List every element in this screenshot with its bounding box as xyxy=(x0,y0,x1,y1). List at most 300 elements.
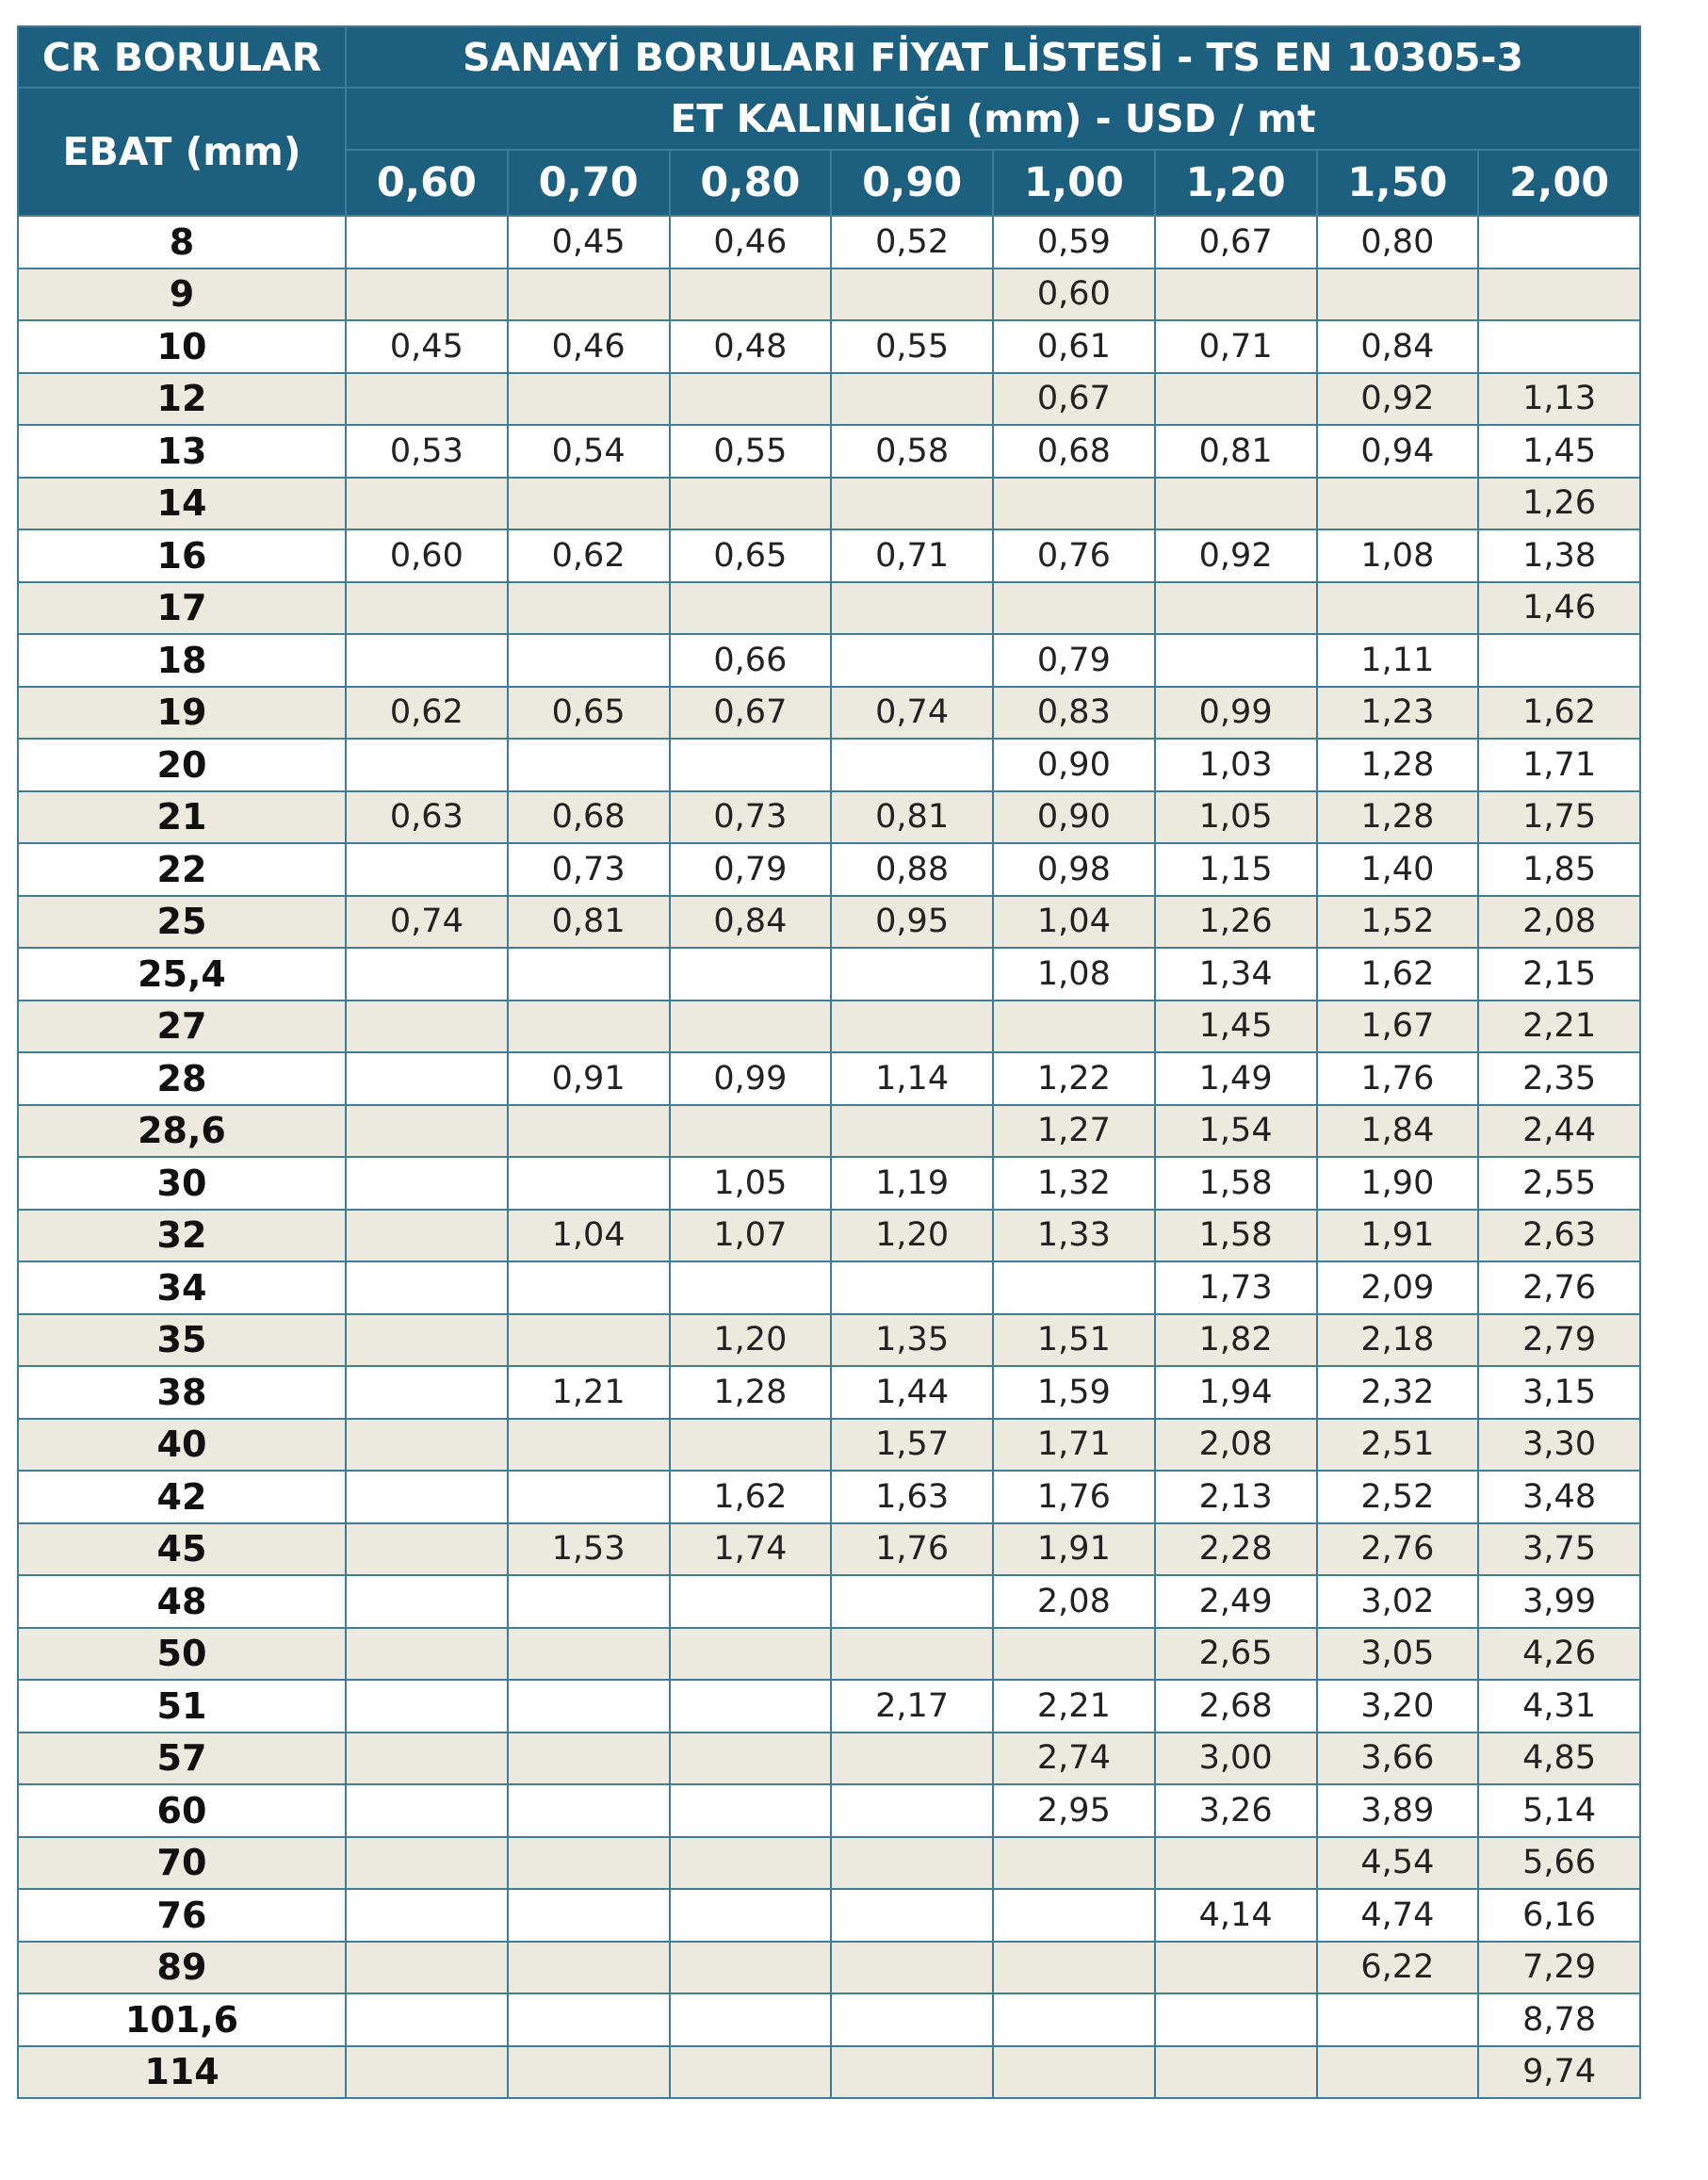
price-cell xyxy=(993,1001,1155,1053)
price-cell: 0,99 xyxy=(1155,687,1317,740)
price-cell: 1,51 xyxy=(993,1314,1155,1367)
price-cell xyxy=(831,268,993,321)
price-cell xyxy=(508,373,670,426)
price-cell xyxy=(1478,634,1640,687)
price-cell: 4,85 xyxy=(1478,1733,1640,1785)
size-cell: 9 xyxy=(18,268,346,321)
price-cell xyxy=(670,1680,832,1733)
price-cell: 3,02 xyxy=(1317,1575,1479,1628)
price-cell: 4,31 xyxy=(1478,1680,1640,1733)
price-cell: 3,99 xyxy=(1478,1575,1640,1628)
price-cell: 1,04 xyxy=(993,896,1155,949)
price-cell: 4,74 xyxy=(1317,1889,1479,1942)
price-cell: 0,55 xyxy=(670,425,832,478)
size-cell: 50 xyxy=(18,1628,346,1681)
price-cell xyxy=(670,1889,832,1942)
table-row xyxy=(18,1837,1640,1890)
price-cell: 1,57 xyxy=(831,1419,993,1472)
size-cell: 32 xyxy=(18,1210,346,1262)
price-cell xyxy=(670,268,832,321)
price-cell: 1,03 xyxy=(1155,739,1317,791)
price-cell xyxy=(346,1993,508,2046)
price-cell xyxy=(346,1784,508,1837)
price-cell: 2,28 xyxy=(1155,1523,1317,1576)
size-cell: 20 xyxy=(18,739,346,791)
price-cell xyxy=(346,1001,508,1053)
price-cell: 2,35 xyxy=(1478,1052,1640,1105)
price-cell: 3,89 xyxy=(1317,1784,1479,1837)
price-cell: 1,28 xyxy=(1317,739,1479,791)
price-cell: 1,08 xyxy=(993,948,1155,1001)
table-row xyxy=(18,478,1640,530)
price-cell: 1,19 xyxy=(831,1157,993,1210)
price-cell xyxy=(508,1889,670,1942)
price-cell: 1,44 xyxy=(831,1366,993,1419)
price-cell: 2,17 xyxy=(831,1680,993,1733)
price-cell: 1,85 xyxy=(1478,843,1640,896)
price-cell xyxy=(508,948,670,1001)
price-cell: 4,54 xyxy=(1317,1837,1479,1890)
price-cell xyxy=(831,948,993,1001)
price-cell: 0,95 xyxy=(831,896,993,949)
price-cell: 0,58 xyxy=(831,425,993,478)
price-cell xyxy=(346,1105,508,1158)
price-cell xyxy=(346,582,508,635)
price-cell xyxy=(346,739,508,791)
price-cell xyxy=(670,1105,832,1158)
table-row xyxy=(18,1210,1640,1262)
price-cell xyxy=(508,478,670,530)
size-cell: 13 xyxy=(18,425,346,478)
price-cell xyxy=(346,1942,508,1994)
price-cell: 0,88 xyxy=(831,843,993,896)
price-cell: 1,71 xyxy=(993,1419,1155,1472)
price-cell: 0,92 xyxy=(1155,529,1317,582)
price-cell: 1,33 xyxy=(993,1210,1155,1262)
price-cell: 0,54 xyxy=(508,425,670,478)
price-cell xyxy=(508,1419,670,1472)
price-cell xyxy=(508,1784,670,1837)
price-cell xyxy=(670,1575,832,1628)
price-cell xyxy=(508,1993,670,2046)
price-cell xyxy=(1155,478,1317,530)
price-cell: 2,65 xyxy=(1155,1628,1317,1681)
price-cell: 2,08 xyxy=(993,1575,1155,1628)
size-cell: 19 xyxy=(18,687,346,740)
price-cell: 2,76 xyxy=(1478,1261,1640,1314)
price-cell xyxy=(346,1575,508,1628)
price-cell: 1,59 xyxy=(993,1366,1155,1419)
price-cell: 2,63 xyxy=(1478,1210,1640,1262)
price-cell: 1,62 xyxy=(670,1471,832,1523)
size-cell: 8 xyxy=(18,216,346,268)
price-cell xyxy=(670,1419,832,1472)
price-cell xyxy=(1317,582,1479,635)
price-cell: 0,81 xyxy=(1155,425,1317,478)
price-cell: 1,40 xyxy=(1317,843,1479,896)
table-row xyxy=(18,1052,1640,1105)
price-cell: 2,51 xyxy=(1317,1419,1479,1472)
price-cell xyxy=(831,739,993,791)
price-cell: 0,92 xyxy=(1317,373,1479,426)
price-cell: 1,58 xyxy=(1155,1157,1317,1210)
price-cell xyxy=(831,2046,993,2099)
price-cell xyxy=(993,478,1155,530)
price-cell xyxy=(346,1366,508,1419)
size-cell: 89 xyxy=(18,1942,346,1994)
price-cell: 0,90 xyxy=(993,739,1155,791)
price-cell: 1,76 xyxy=(1317,1052,1479,1105)
table-row xyxy=(18,1628,1640,1681)
price-cell: 0,73 xyxy=(508,843,670,896)
price-cell: 2,95 xyxy=(993,1784,1155,1837)
price-cell xyxy=(1478,268,1640,321)
price-cell xyxy=(831,1733,993,1785)
table-row xyxy=(18,634,1640,687)
price-cell xyxy=(346,634,508,687)
price-cell xyxy=(670,2046,832,2099)
size-cell: 12 xyxy=(18,373,346,426)
price-cell: 1,28 xyxy=(670,1366,832,1419)
size-cell: 57 xyxy=(18,1733,346,1785)
price-cell: 1,28 xyxy=(1317,791,1479,844)
price-cell xyxy=(1317,268,1479,321)
size-cell: 45 xyxy=(18,1523,346,1576)
size-cell: 101,6 xyxy=(18,1993,346,2046)
table-row xyxy=(18,1889,1640,1942)
price-cell: 3,00 xyxy=(1155,1733,1317,1785)
price-cell xyxy=(670,1628,832,1681)
price-cell xyxy=(1155,373,1317,426)
table-row xyxy=(18,843,1640,896)
price-cell: 0,52 xyxy=(831,216,993,268)
price-cell: 1,20 xyxy=(670,1314,832,1367)
price-cell xyxy=(993,1942,1155,1994)
price-cell xyxy=(831,634,993,687)
price-cell: 1,11 xyxy=(1317,634,1479,687)
size-cell: 40 xyxy=(18,1419,346,1472)
size-cell: 16 xyxy=(18,529,346,582)
price-cell: 7,29 xyxy=(1478,1942,1640,1994)
price-cell: 1,35 xyxy=(831,1314,993,1367)
price-cell xyxy=(346,216,508,268)
price-cell xyxy=(346,1157,508,1210)
price-cell: 1,21 xyxy=(508,1366,670,1419)
price-cell: 1,67 xyxy=(1317,1001,1479,1053)
table-row xyxy=(18,791,1640,844)
price-cell xyxy=(831,1993,993,2046)
price-cell: 2,21 xyxy=(993,1680,1155,1733)
price-cell: 0,61 xyxy=(993,320,1155,373)
price-cell: 2,08 xyxy=(1478,896,1640,949)
price-cell xyxy=(993,1628,1155,1681)
price-cell xyxy=(670,948,832,1001)
thickness-header: 1,00 xyxy=(993,150,1155,216)
price-cell xyxy=(346,1052,508,1105)
price-cell: 1,22 xyxy=(993,1052,1155,1105)
price-cell xyxy=(1478,216,1640,268)
price-cell: 2,52 xyxy=(1317,1471,1479,1523)
price-cell: 0,80 xyxy=(1317,216,1479,268)
table-row xyxy=(18,1471,1640,1523)
size-cell: 27 xyxy=(18,1001,346,1053)
thickness-header: 0,90 xyxy=(831,150,993,216)
price-cell xyxy=(346,2046,508,2099)
table-row xyxy=(18,1001,1640,1053)
price-cell: 1,46 xyxy=(1478,582,1640,635)
price-cell: 0,65 xyxy=(508,687,670,740)
price-cell: 0,66 xyxy=(670,634,832,687)
price-cell: 1,05 xyxy=(1155,791,1317,844)
price-cell xyxy=(508,1942,670,1994)
price-cell: 1,20 xyxy=(831,1210,993,1262)
price-cell xyxy=(346,948,508,1001)
price-cell: 0,68 xyxy=(993,425,1155,478)
price-cell: 2,55 xyxy=(1478,1157,1640,1210)
price-cell xyxy=(831,1575,993,1628)
price-cell: 0,84 xyxy=(1317,320,1479,373)
price-cell xyxy=(1155,634,1317,687)
table-row xyxy=(18,1157,1640,1210)
price-cell: 0,98 xyxy=(993,843,1155,896)
price-cell: 1,74 xyxy=(670,1523,832,1576)
size-cell: 28 xyxy=(18,1052,346,1105)
price-cell xyxy=(831,478,993,530)
price-cell: 1,07 xyxy=(670,1210,832,1262)
price-cell xyxy=(346,1261,508,1314)
table-row xyxy=(18,1261,1640,1314)
price-cell: 2,21 xyxy=(1478,1001,1640,1053)
price-cell: 1,54 xyxy=(1155,1105,1317,1158)
price-cell: 1,76 xyxy=(831,1523,993,1576)
price-cell: 0,76 xyxy=(993,529,1155,582)
price-cell: 0,74 xyxy=(831,687,993,740)
price-cell: 0,81 xyxy=(831,791,993,844)
price-cell xyxy=(508,1001,670,1053)
price-cell: 0,62 xyxy=(346,687,508,740)
price-cell: 1,32 xyxy=(993,1157,1155,1210)
price-cell: 1,26 xyxy=(1155,896,1317,949)
price-cell xyxy=(346,478,508,530)
thickness-header: 0,60 xyxy=(346,150,508,216)
price-cell xyxy=(993,1261,1155,1314)
price-cell: 2,49 xyxy=(1155,1575,1317,1628)
price-cell xyxy=(508,1105,670,1158)
price-cell xyxy=(1155,2046,1317,2099)
table-row xyxy=(18,216,1640,268)
table-row xyxy=(18,896,1640,949)
price-cell xyxy=(346,1314,508,1367)
price-cell: 1,82 xyxy=(1155,1314,1317,1367)
price-cell: 2,68 xyxy=(1155,1680,1317,1733)
price-cell xyxy=(993,2046,1155,2099)
size-cell: 18 xyxy=(18,634,346,687)
size-cell: 76 xyxy=(18,1889,346,1942)
price-cell: 0,99 xyxy=(670,1052,832,1105)
thickness-header: 0,80 xyxy=(670,150,832,216)
price-cell xyxy=(508,582,670,635)
price-cell xyxy=(346,1889,508,1942)
price-cell xyxy=(670,1784,832,1837)
price-cell xyxy=(670,739,832,791)
table-row xyxy=(18,948,1640,1001)
price-cell: 6,16 xyxy=(1478,1889,1640,1942)
price-cell xyxy=(508,1261,670,1314)
price-cell xyxy=(670,1001,832,1053)
size-cell: 34 xyxy=(18,1261,346,1314)
thickness-header: 1,20 xyxy=(1155,150,1317,216)
price-cell: 2,74 xyxy=(993,1733,1155,1785)
size-cell: 35 xyxy=(18,1314,346,1367)
table-row xyxy=(18,739,1640,791)
size-column-header: EBAT (mm) xyxy=(18,88,346,216)
price-cell: 0,59 xyxy=(993,216,1155,268)
price-cell: 2,08 xyxy=(1155,1419,1317,1472)
price-cell xyxy=(1317,478,1479,530)
table-row xyxy=(18,425,1640,478)
price-cell: 0,71 xyxy=(1155,320,1317,373)
price-cell: 1,58 xyxy=(1155,1210,1317,1262)
price-cell xyxy=(346,1733,508,1785)
price-cell xyxy=(993,1889,1155,1942)
price-cell: 1,94 xyxy=(1155,1366,1317,1419)
price-cell xyxy=(508,634,670,687)
price-cell xyxy=(1155,1942,1317,1994)
price-cell xyxy=(508,2046,670,2099)
size-cell: 14 xyxy=(18,478,346,530)
table-row xyxy=(18,1523,1640,1576)
price-cell xyxy=(831,582,993,635)
price-cell xyxy=(831,1105,993,1158)
price-cell xyxy=(1155,582,1317,635)
price-cell: 0,68 xyxy=(508,791,670,844)
price-cell: 1,05 xyxy=(670,1157,832,1210)
price-cell xyxy=(670,1837,832,1890)
price-cell xyxy=(346,1419,508,1472)
price-cell xyxy=(1478,320,1640,373)
table-row xyxy=(18,2046,1640,2099)
price-cell: 0,73 xyxy=(670,791,832,844)
price-cell: 2,32 xyxy=(1317,1366,1479,1419)
price-cell: 0,60 xyxy=(346,529,508,582)
price-cell xyxy=(831,1001,993,1053)
table-row xyxy=(18,1314,1640,1367)
price-cell: 0,67 xyxy=(670,687,832,740)
price-cell xyxy=(831,1837,993,1890)
price-cell xyxy=(508,1157,670,1210)
price-cell: 3,20 xyxy=(1317,1680,1479,1733)
price-cell xyxy=(346,1628,508,1681)
price-cell: 0,84 xyxy=(670,896,832,949)
price-cell xyxy=(508,1680,670,1733)
table-row xyxy=(18,1575,1640,1628)
price-cell: 0,90 xyxy=(993,791,1155,844)
price-cell xyxy=(831,1628,993,1681)
price-cell xyxy=(831,1889,993,1942)
table-row xyxy=(18,1784,1640,1837)
table-row xyxy=(18,1942,1640,1994)
price-cell: 0,60 xyxy=(993,268,1155,321)
table-row xyxy=(18,320,1640,373)
price-cell: 2,79 xyxy=(1478,1314,1640,1367)
table-row xyxy=(18,1733,1640,1785)
price-cell: 2,76 xyxy=(1317,1523,1479,1576)
price-cell: 1,62 xyxy=(1478,687,1640,740)
price-cell: 3,66 xyxy=(1317,1733,1479,1785)
price-cell xyxy=(993,1837,1155,1890)
price-cell: 1,84 xyxy=(1317,1105,1479,1158)
price-cell xyxy=(1317,1993,1479,2046)
price-cell: 0,83 xyxy=(993,687,1155,740)
price-cell xyxy=(508,1733,670,1785)
price-cell: 1,62 xyxy=(1317,948,1479,1001)
price-cell: 1,73 xyxy=(1155,1261,1317,1314)
price-cell: 1,27 xyxy=(993,1105,1155,1158)
price-cell xyxy=(993,582,1155,635)
price-cell xyxy=(346,1837,508,1890)
price-cell: 8,78 xyxy=(1478,1993,1640,2046)
price-cell: 0,94 xyxy=(1317,425,1479,478)
size-cell: 30 xyxy=(18,1157,346,1210)
price-cell xyxy=(670,1733,832,1785)
thickness-subtitle: ET KALINLIĞI (mm) - USD / mt xyxy=(346,88,1640,150)
price-cell: 1,04 xyxy=(508,1210,670,1262)
price-cell: 0,91 xyxy=(508,1052,670,1105)
price-cell xyxy=(346,1471,508,1523)
price-cell: 1,23 xyxy=(1317,687,1479,740)
price-cell: 4,26 xyxy=(1478,1628,1640,1681)
price-cell: 1,34 xyxy=(1155,948,1317,1001)
price-cell: 1,90 xyxy=(1317,1157,1479,1210)
price-cell xyxy=(670,1942,832,1994)
size-cell: 21 xyxy=(18,791,346,844)
price-cell: 0,46 xyxy=(670,216,832,268)
price-cell: 1,91 xyxy=(993,1523,1155,1576)
table-row xyxy=(18,1993,1640,2046)
price-cell: 3,48 xyxy=(1478,1471,1640,1523)
price-cell: 2,15 xyxy=(1478,948,1640,1001)
size-cell: 28,6 xyxy=(18,1105,346,1158)
price-cell: 3,30 xyxy=(1478,1419,1640,1472)
price-cell: 0,48 xyxy=(670,320,832,373)
price-cell: 2,09 xyxy=(1317,1261,1479,1314)
price-cell: 0,74 xyxy=(346,896,508,949)
price-cell: 0,62 xyxy=(508,529,670,582)
price-cell: 3,15 xyxy=(1478,1366,1640,1419)
price-table xyxy=(17,25,1641,2099)
price-cell: 0,67 xyxy=(1155,216,1317,268)
size-cell: 70 xyxy=(18,1837,346,1890)
price-cell: 1,52 xyxy=(1317,896,1479,949)
price-cell xyxy=(670,1261,832,1314)
price-cell: 1,08 xyxy=(1317,529,1479,582)
price-cell xyxy=(670,582,832,635)
price-cell: 0,53 xyxy=(346,425,508,478)
price-cell: 3,26 xyxy=(1155,1784,1317,1837)
size-cell: 22 xyxy=(18,843,346,896)
size-cell: 60 xyxy=(18,1784,346,1837)
price-cell: 2,44 xyxy=(1478,1105,1640,1158)
table-body xyxy=(18,216,1640,2098)
price-cell: 1,76 xyxy=(993,1471,1155,1523)
size-cell: 10 xyxy=(18,320,346,373)
price-cell: 3,05 xyxy=(1317,1628,1479,1681)
table-row xyxy=(18,687,1640,740)
price-cell xyxy=(831,1261,993,1314)
category-label: CR BORULAR xyxy=(18,26,346,88)
price-cell: 0,67 xyxy=(993,373,1155,426)
price-cell: 1,45 xyxy=(1155,1001,1317,1053)
